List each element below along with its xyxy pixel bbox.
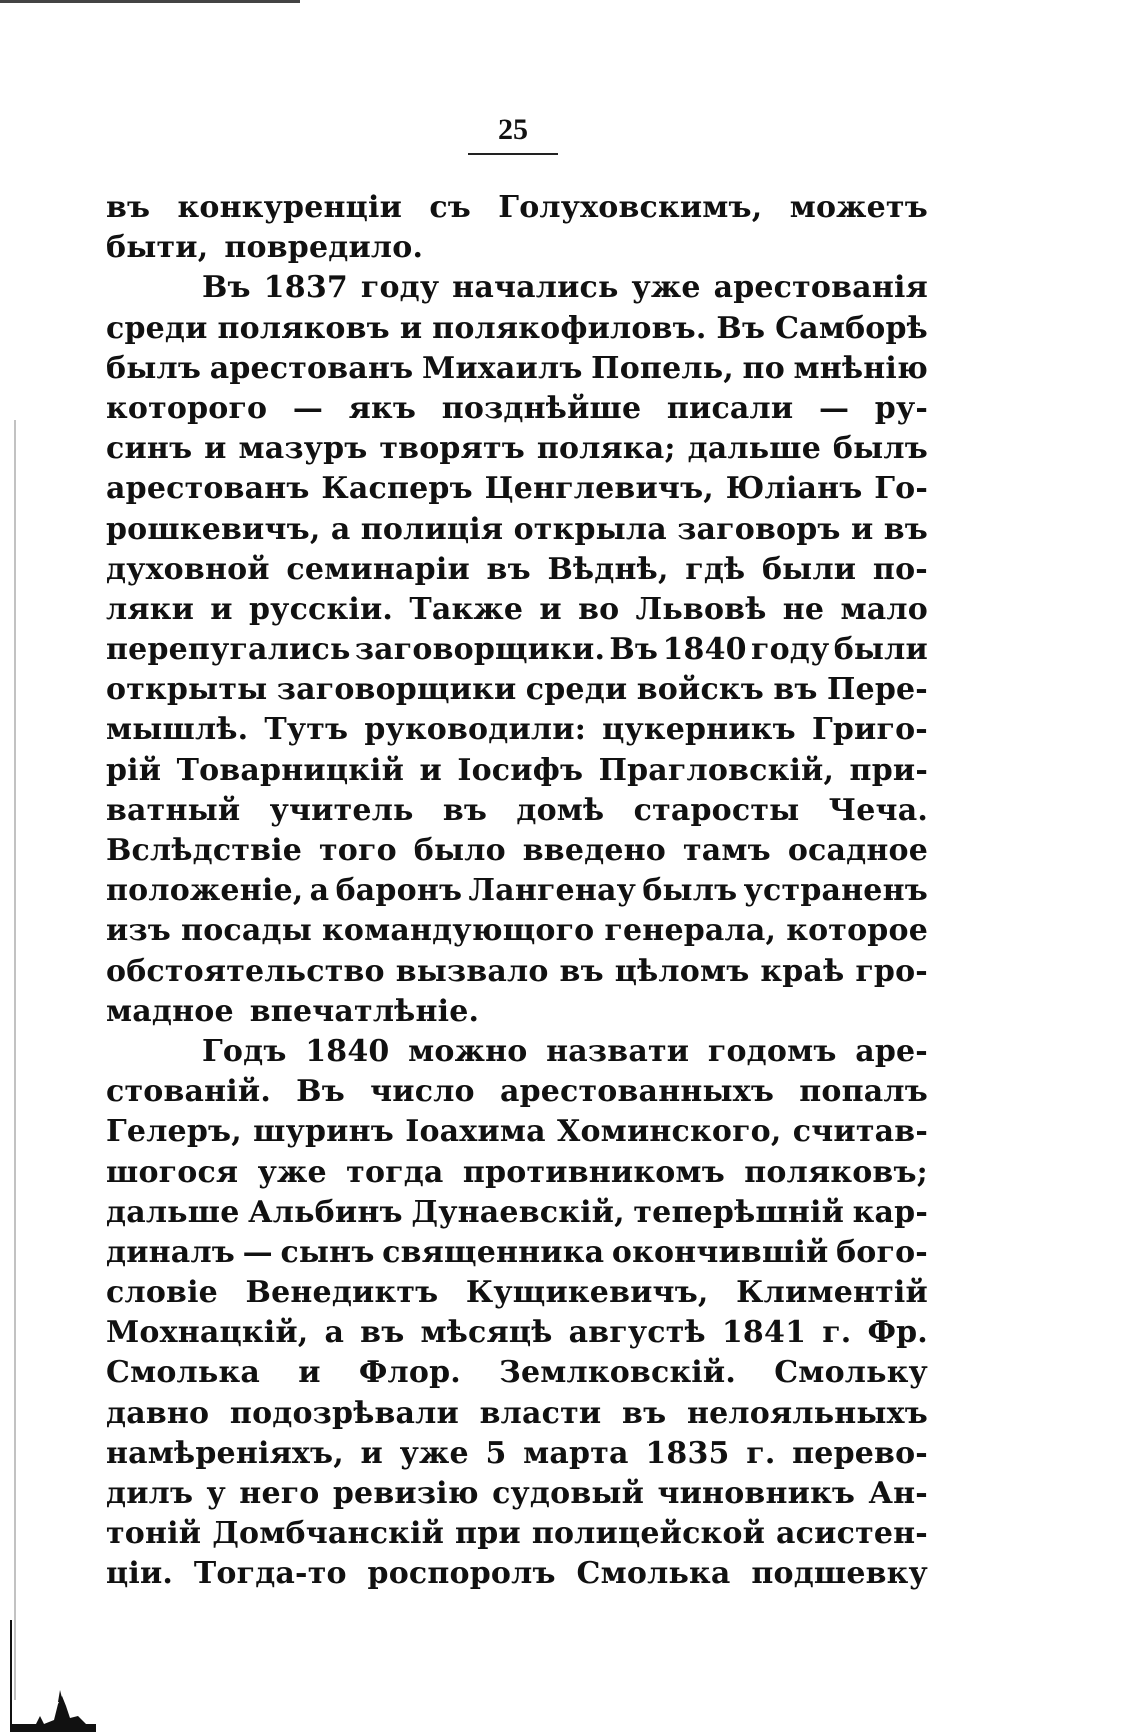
- word: были: [761, 551, 857, 587]
- text-line: [106, 1474, 928, 1514]
- text-line: [106, 1112, 928, 1152]
- word: Хоминского,: [557, 1114, 782, 1150]
- word: мнѣнію: [793, 350, 928, 386]
- word: среди: [525, 672, 628, 708]
- word: 1837: [263, 270, 348, 306]
- word: словіе: [106, 1275, 218, 1311]
- word: Мохнацкій,: [106, 1315, 309, 1351]
- word: Флор.: [358, 1355, 461, 1391]
- text-line: [106, 911, 928, 951]
- word: въ: [883, 511, 928, 547]
- word: Прагловскій,: [598, 752, 835, 788]
- word: были: [833, 632, 928, 668]
- text-line: [106, 1193, 928, 1233]
- word: не: [782, 591, 825, 627]
- word: повредило.: [224, 230, 424, 266]
- text-line: [106, 1273, 928, 1313]
- word: —: [242, 1234, 273, 1270]
- word: Венедиктъ: [245, 1275, 439, 1311]
- word: Вслѣдствіе: [106, 833, 303, 868]
- word: которого: [106, 390, 268, 426]
- word: Попель,: [591, 350, 734, 386]
- text-line: [106, 349, 928, 389]
- word: во: [578, 591, 620, 627]
- word: стованій.: [106, 1074, 271, 1110]
- word: былъ: [832, 431, 928, 467]
- text-line: [106, 550, 928, 590]
- word: Ан-: [868, 1476, 928, 1511]
- word: подшевку: [751, 1556, 928, 1592]
- word: перепугались: [106, 632, 351, 668]
- word: мышлѣ.: [106, 712, 249, 748]
- word: —: [818, 390, 850, 426]
- word: Лангенау: [468, 873, 637, 909]
- word: поляка;: [536, 431, 676, 467]
- text-line: [106, 1153, 928, 1193]
- text-line: [106, 992, 928, 1032]
- word: Чеча.: [828, 792, 928, 828]
- word: и: [399, 310, 423, 346]
- word: арестованъ: [209, 350, 414, 386]
- text-line: [106, 1554, 928, 1594]
- word: считав-: [792, 1114, 928, 1150]
- word: было: [413, 833, 506, 868]
- word: уже: [631, 270, 701, 306]
- word: и: [204, 431, 227, 467]
- word: кар-: [852, 1194, 928, 1230]
- word: Землковскій.: [499, 1355, 737, 1391]
- word: среди: [106, 310, 208, 346]
- word: г.: [822, 1315, 852, 1351]
- word: марта: [523, 1435, 629, 1471]
- binding-edge-line: [14, 420, 16, 1700]
- word: Смольку: [774, 1355, 928, 1391]
- word: мадное: [106, 993, 234, 1029]
- word: конкуренціи: [177, 190, 403, 225]
- word: устраненъ: [743, 873, 928, 909]
- word: Смолька: [576, 1556, 731, 1592]
- word: русскіи.: [249, 591, 394, 627]
- word: которое: [786, 913, 928, 949]
- word: Гелеръ,: [106, 1114, 242, 1150]
- word: Григо-: [811, 712, 928, 748]
- word: начались: [452, 270, 619, 306]
- word: обстоятельство: [106, 953, 385, 989]
- word: изъ: [106, 913, 172, 949]
- word: ватный: [106, 792, 241, 828]
- word: въ: [486, 551, 531, 587]
- word: посады: [181, 913, 312, 949]
- word: гдѣ: [685, 551, 746, 587]
- top-edge-rule: [0, 0, 300, 3]
- word: Юліанъ: [725, 471, 863, 507]
- word: въ: [622, 1395, 667, 1431]
- word: августѣ: [568, 1315, 706, 1351]
- word: —: [292, 390, 324, 426]
- text-line: [106, 670, 928, 710]
- word: и: [539, 591, 562, 627]
- text-line: [106, 389, 928, 429]
- word: Михаилъ: [421, 350, 583, 386]
- word: окончившій: [611, 1234, 829, 1270]
- word: противникомъ: [462, 1154, 725, 1190]
- word: подозрѣвали: [229, 1395, 459, 1431]
- word: Дунаевскій,: [411, 1194, 625, 1230]
- word: чиновникъ: [657, 1476, 856, 1511]
- word: полицейской: [531, 1516, 766, 1552]
- word: домѣ: [516, 792, 605, 828]
- word: духовной: [106, 551, 270, 587]
- word: по-: [872, 551, 928, 587]
- word: и: [298, 1355, 321, 1391]
- word: въ: [442, 792, 488, 828]
- word: шогося: [106, 1154, 239, 1190]
- text-line: [106, 1233, 928, 1273]
- text-line: [106, 1514, 928, 1554]
- word: Смолька: [106, 1355, 260, 1391]
- word: Въ: [609, 632, 659, 668]
- word: писали: [666, 390, 794, 426]
- word: съ: [429, 190, 472, 225]
- body-text: [106, 188, 928, 1595]
- text-line: [106, 188, 928, 228]
- word: въ: [559, 953, 604, 989]
- word: него: [239, 1476, 320, 1511]
- word: Голуховскимъ,: [498, 190, 763, 225]
- text-line: [106, 1032, 928, 1072]
- word: тамъ: [682, 833, 771, 868]
- word: Іосифъ: [457, 752, 584, 788]
- word: мѣсяцѣ: [420, 1315, 553, 1351]
- word: а: [309, 873, 330, 909]
- word: Фр.: [867, 1315, 928, 1351]
- text-line: [106, 952, 928, 992]
- text-line: [106, 1072, 928, 1112]
- word: войскъ: [636, 672, 764, 708]
- word: можно: [408, 1033, 528, 1069]
- word: мало: [840, 591, 928, 627]
- word: а: [324, 1315, 345, 1351]
- word: уже: [399, 1435, 469, 1471]
- word: теперѣшній: [633, 1194, 845, 1230]
- word: рошкевичъ,: [106, 511, 321, 547]
- word: Климентій: [736, 1275, 928, 1311]
- word: полякофиловъ.: [432, 310, 707, 346]
- word: при: [455, 1516, 521, 1552]
- word: дальше: [687, 431, 822, 467]
- word: того: [319, 833, 397, 868]
- text-line: [106, 309, 928, 349]
- word: тоній: [106, 1516, 202, 1552]
- word: попалъ: [799, 1074, 928, 1110]
- word: году: [751, 632, 830, 668]
- word: намѣреніяхъ,: [106, 1435, 344, 1471]
- word: былъ: [642, 873, 738, 909]
- word: ру-: [874, 390, 928, 426]
- word: вызвало: [395, 953, 549, 989]
- word: заговорщики: [276, 672, 517, 708]
- word: священника: [382, 1234, 605, 1270]
- word: назвати: [546, 1033, 690, 1069]
- word: можетъ: [789, 190, 928, 225]
- word: Касперъ: [321, 471, 473, 507]
- text-line: [106, 1394, 928, 1434]
- text-line: [106, 590, 928, 630]
- word: творятъ: [379, 431, 525, 467]
- word: впечатлѣніе.: [249, 993, 480, 1029]
- text-line: [106, 1313, 928, 1353]
- word: генерала,: [604, 913, 777, 949]
- text-line: [106, 630, 928, 670]
- word: въ: [360, 1315, 405, 1351]
- word: шуринъ: [253, 1114, 394, 1150]
- word: уже: [257, 1154, 327, 1190]
- word: Товарницкій: [176, 752, 405, 788]
- word: баронъ: [335, 873, 463, 909]
- word: рій: [106, 752, 162, 788]
- word: тогда: [346, 1154, 444, 1190]
- word: судовый: [492, 1476, 645, 1511]
- word: 1840: [305, 1033, 390, 1069]
- word: Кущикевичъ,: [465, 1275, 709, 1311]
- word: г.: [746, 1435, 776, 1471]
- word: въ: [106, 190, 151, 225]
- word: Также: [409, 591, 524, 627]
- word: ревизію: [332, 1476, 479, 1511]
- word: учитель: [269, 792, 414, 828]
- text-line: [106, 228, 928, 268]
- word: по: [742, 350, 785, 386]
- word: Львовѣ: [635, 591, 767, 627]
- word: годомъ: [707, 1033, 837, 1069]
- word: Вѣднѣ,: [547, 551, 669, 587]
- word: Домбчанскій: [212, 1516, 445, 1552]
- word: Самборѣ: [775, 310, 928, 346]
- word: открыла: [513, 511, 667, 547]
- word: Въ: [202, 270, 251, 306]
- word: Ценглевичъ,: [484, 471, 714, 507]
- word: сынъ: [280, 1234, 375, 1270]
- word: открыты: [106, 672, 268, 708]
- word: ціи.: [106, 1556, 174, 1592]
- word: заговорщики.: [354, 632, 606, 668]
- word: и: [360, 1435, 383, 1471]
- word: Пере-: [827, 672, 928, 708]
- word: краѣ: [760, 953, 845, 989]
- word: командующого: [322, 913, 595, 949]
- word: власти: [479, 1395, 602, 1431]
- page-number-underline: [468, 153, 558, 155]
- word: арестованія: [713, 270, 928, 306]
- word: мазуръ: [238, 431, 368, 467]
- word: положеніе,: [106, 873, 304, 909]
- text-line: [106, 831, 928, 871]
- word: цѣломъ: [614, 953, 750, 989]
- text-line: [106, 429, 928, 469]
- word: Въ: [716, 310, 766, 346]
- word: перево-: [792, 1435, 928, 1471]
- word: а: [330, 511, 351, 547]
- word: и: [419, 752, 442, 788]
- text-line: [106, 469, 928, 509]
- word: осадное: [787, 833, 928, 868]
- word: асистен-: [776, 1516, 928, 1552]
- page-number: 25: [498, 113, 528, 146]
- margin-ink-blot: [6, 1620, 106, 1732]
- word: аре-: [855, 1033, 928, 1069]
- word: арестованъ: [106, 471, 310, 507]
- word: Тогда-то: [193, 1556, 347, 1592]
- word: и: [850, 511, 874, 547]
- word: 1840: [662, 632, 747, 668]
- word: поляковъ;: [744, 1154, 928, 1190]
- word: поляковъ: [217, 310, 390, 346]
- text-line: [106, 510, 928, 550]
- word: году: [360, 270, 440, 306]
- word: арестованныхъ: [499, 1074, 775, 1110]
- word: бого-: [836, 1234, 928, 1270]
- word: якъ: [348, 390, 417, 426]
- word: руководили:: [364, 712, 586, 748]
- word: позднѣйше: [441, 390, 642, 426]
- text-line: [106, 871, 928, 911]
- word: семинаріи: [286, 551, 470, 587]
- word: Іоахима: [405, 1114, 546, 1150]
- word: ляки: [106, 591, 195, 627]
- word: 1835: [645, 1435, 730, 1471]
- word: цукерникъ: [602, 712, 796, 748]
- word: заговоръ: [677, 511, 841, 547]
- word: диналъ: [106, 1234, 236, 1270]
- text-line: [106, 710, 928, 750]
- word: дальше: [106, 1194, 240, 1230]
- word: Го-: [874, 471, 928, 507]
- word: давно: [106, 1395, 210, 1431]
- word: быти,: [106, 230, 209, 266]
- word: у: [206, 1476, 226, 1511]
- text-line: [106, 751, 928, 791]
- text-line: [106, 1434, 928, 1474]
- word: Годъ: [202, 1033, 287, 1069]
- word: старосты: [633, 792, 800, 828]
- word: дилъ: [106, 1476, 194, 1511]
- word: въ: [773, 672, 818, 708]
- word: синъ: [106, 431, 193, 467]
- word: гро-: [855, 953, 928, 989]
- word: 5: [485, 1435, 507, 1471]
- word: полиція: [360, 511, 504, 547]
- text-line: [106, 791, 928, 831]
- word: Тутъ: [264, 712, 349, 748]
- word: и: [210, 591, 233, 627]
- word: нелояльныхъ: [686, 1395, 928, 1431]
- word: число: [370, 1074, 475, 1110]
- text-line: [106, 1353, 928, 1393]
- word: 1841: [721, 1315, 807, 1351]
- text-line: [106, 268, 928, 308]
- word: Альбинъ: [248, 1194, 403, 1230]
- word: былъ: [106, 350, 202, 386]
- word: Въ: [296, 1074, 345, 1110]
- word: при-: [849, 752, 928, 788]
- word: роспоролъ: [367, 1556, 556, 1592]
- word: введено: [522, 833, 666, 868]
